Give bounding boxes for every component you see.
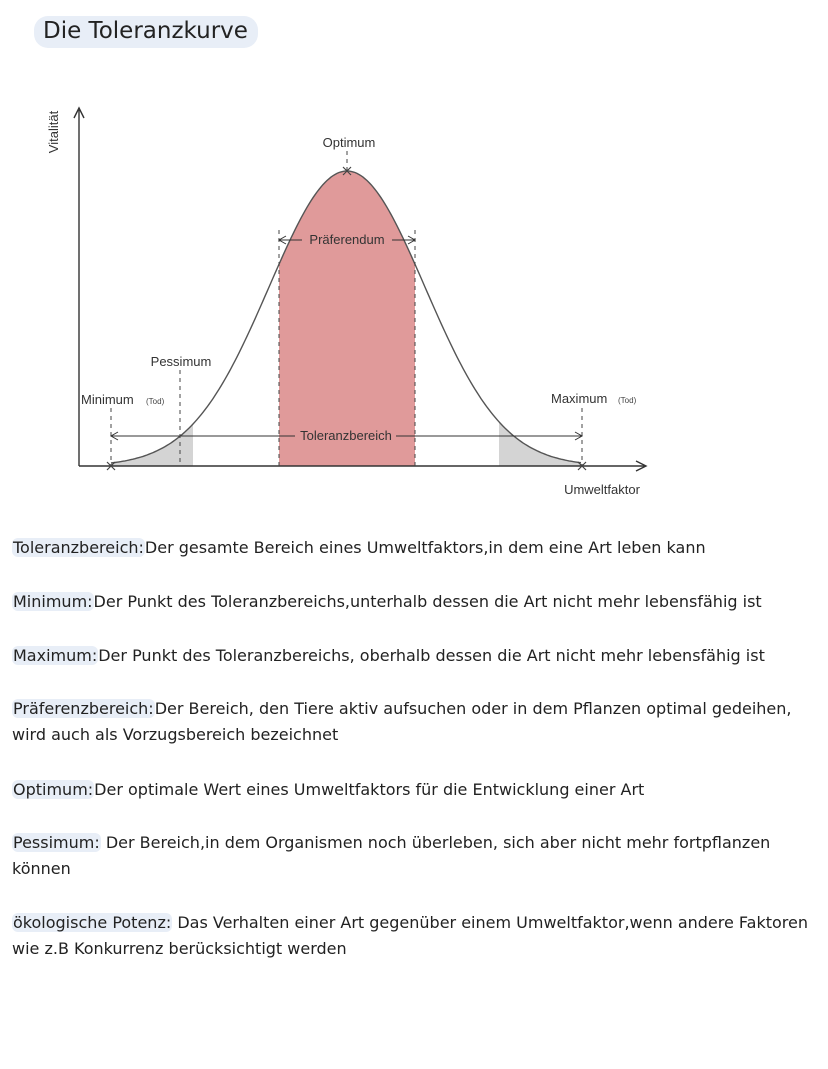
definition-term: ökologische Potenz: — [13, 913, 172, 932]
definition-term: Pessimum: — [13, 833, 100, 852]
definition-praeferenzbereich — [12, 696, 812, 748]
y-axis-label: Vitalität — [46, 110, 61, 154]
definition-text: Der Bereich,in dem Organismen noch überleben, sich aber nicht mehr fortpflanzen können — [12, 833, 771, 878]
definition-term: Optimum: — [13, 780, 94, 799]
optimum-label: Optimum — [322, 135, 376, 150]
definition-optimum — [12, 777, 644, 803]
definition-term: Maximum: — [13, 646, 98, 665]
definition-text: Der Punkt des Toleranzbereichs, oberhalb dessen die Art nicht mehr lebensfähig ist — [98, 646, 765, 665]
definition-toleranzbereich — [12, 535, 706, 561]
pessimum-area-right — [499, 422, 582, 466]
maximum-label: Maximum — [551, 391, 608, 406]
minimum-note: (Tod) — [146, 397, 165, 406]
definition-text: Der optimale Wert eines Umweltfaktors für die Entwicklung einer Art — [94, 780, 645, 799]
praeferendum-area — [279, 171, 415, 466]
definition-term: Toleranzbereich: — [13, 538, 144, 557]
pessimum-label: Pessimum — [150, 354, 212, 369]
pessimum-area-left — [111, 424, 193, 466]
definition-term: Minimum: — [13, 592, 93, 611]
toleranz-label: Toleranzbereich — [300, 428, 392, 443]
definition-text: Der Bereich, den Tiere aktiv aufsuchen oder in dem Pflanzen optimal gedeihen, wird auch als Vorzugsbereich bezeichnet — [12, 699, 792, 744]
definition-minimum — [12, 589, 762, 615]
definition-term: Präferenzbereich: — [13, 699, 154, 718]
definition-maximum — [12, 643, 765, 669]
maximum-note: (Tod) — [618, 396, 637, 405]
definition-text: Der Punkt des Toleranzbereichs,unterhalb dessen die Art nicht mehr lebensfähig ist — [93, 592, 762, 611]
x-axis-label: Umweltfaktor — [564, 482, 640, 497]
praeferendum-label: Präferendum — [309, 232, 385, 247]
definition-oekologische-potenz — [12, 910, 812, 962]
definition-text: Das Verhalten einer Art gegenüber einem Umweltfaktor,wenn andere Faktoren wie z.B Konkurrenz berücksichtigt werden — [12, 913, 809, 958]
tolerance-curve-diagram — [0, 90, 828, 510]
page-title: Die Toleranzkurve — [34, 16, 258, 48]
minimum-label: Minimum — [81, 392, 134, 407]
definition-text: Der gesamte Bereich eines Umweltfaktors,in dem eine Art leben kann — [144, 538, 706, 557]
definition-pessimum — [12, 830, 812, 882]
